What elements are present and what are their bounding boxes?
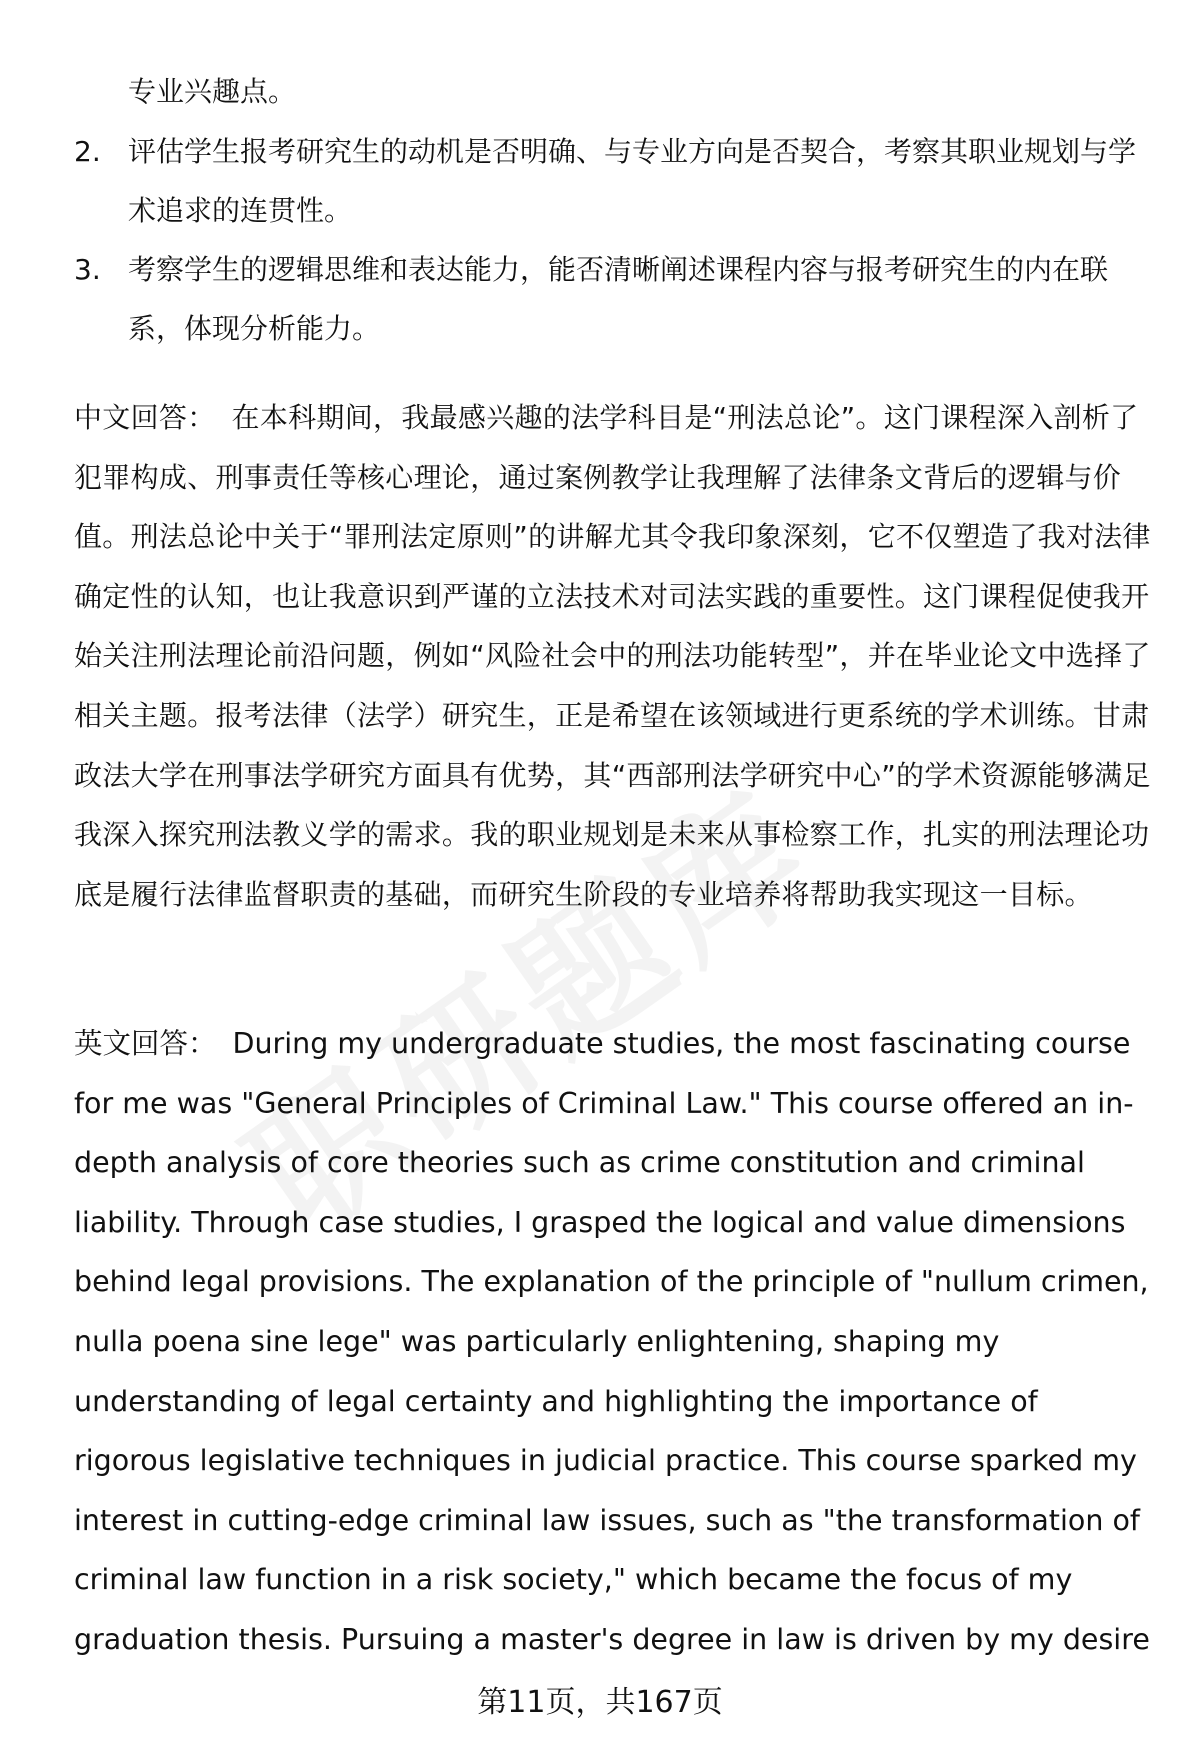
list-item [74,122,1154,240]
chinese-answer-text: 在本科期间，我最感兴趣的法学科目是“刑法总论”。这门课程深入剖析了犯罪构成、刑事责任等核心理论，通过案例教学让我理解了法律条文背后的逻辑与价值。刑法总论中关于“罪刑法定原则”的讲解尤其令我印象深刻，它不仅塑造了我对法律确定性的认知，也让我意识到严谨的立法技术对司法实践的重要性。这门课程促使我开始关注刑法理论前沿问题，例如“风险社会中的刑法功能转型”，并在毕业论文中选择了相关主题。报考法律（法学）研究生，正是希望在该领域进行更系统的学术训练。甘肃政法大学在刑事法学研究方面具有优势，其“西部刑法学研究中心”的学术资源能够满足我深入探究刑法教义学的需求。我的职业规划是未来从事检察工作，扎实的刑法理论功底是履行法律监督职责的基础，而研究生阶段的专业培养将帮助我实现这一目标。 [74,401,1151,911]
chinese-answer-label: 中文回答： [74,401,216,434]
continued-list-item: 专业兴趣点。 [128,75,297,108]
page-footer: 第11页，共167页 [477,1685,723,1720]
list-item-text: 考察学生的逻辑思维和表达能力，能否清晰阐述课程内容与报考研究生的内在联系，体现分析能力。 [128,253,1109,345]
chinese-answer [74,388,1154,924]
list-item-text: 评估学生报考研究生的动机是否明确、与专业方向是否契合，考察其职业规划与学术追求的连贯性。 [128,135,1137,227]
english-answer-text: During my undergraduate studies, the most fascinating course for me was "General Principles of Criminal Law." This course offered an in-depth analysis of core theories such as crime constitution and criminal liability. Through case studies, I grasped the logical and value dimensions behind legal provisions. The explanation of the principle of "nullum crimen, nulla poena sine lege" was particularly enlightening, shaping my understanding of legal certainty and highlighting the importance of rigorous legislative techniques in judicial practice. This course sparked my interest in cutting-edge criminal law issues, such as "the transformation of criminal law function in a risk society," which became the focus of my graduation thesis. Pursuing a master's degree in law is driven by my desire [74,1027,1150,1656]
list-item [74,240,1154,358]
english-answer [74,1014,1154,1670]
list-number: 3. [74,253,101,286]
criteria-list [74,122,1154,358]
english-answer-label: 英文回答： [74,1027,217,1060]
list-number: 2. [74,135,101,168]
